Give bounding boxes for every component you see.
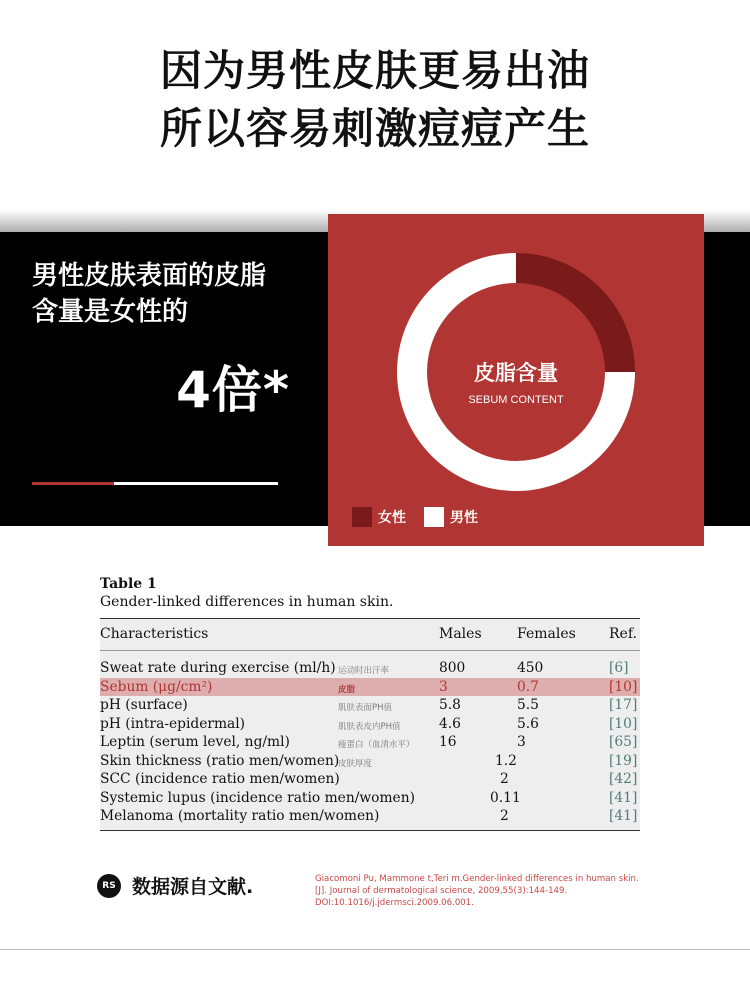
row-chinese-note: 肌肤表皮内PH值 bbox=[338, 721, 401, 732]
row-characteristic: Leptin (serum level, ng/ml) bbox=[100, 734, 290, 750]
row-characteristic: Skin thickness (ratio men/women) bbox=[100, 752, 340, 769]
row-males: 5.8 bbox=[439, 697, 461, 713]
row-characteristic: Melanoma (mortality ratio men/women) bbox=[100, 808, 380, 824]
sebum-donut-chart bbox=[396, 252, 636, 492]
citation-line-2: [J]. Journal of dermatological science, 2009,55(3):144-149. bbox=[315, 886, 568, 896]
table-row-highlighted bbox=[100, 678, 640, 697]
row-ratio: 0.11 bbox=[490, 789, 521, 806]
table-row bbox=[100, 659, 640, 678]
donut-segment-female bbox=[516, 253, 635, 372]
row-males: 16 bbox=[439, 734, 457, 750]
row-chinese-note: 肌肤表面PH值 bbox=[338, 703, 393, 713]
table-row bbox=[100, 770, 640, 789]
table-row bbox=[100, 807, 640, 826]
legend-swatch-female bbox=[352, 507, 372, 527]
row-ratio: 2 bbox=[500, 771, 509, 787]
header-females: Females bbox=[517, 626, 576, 642]
table-row bbox=[100, 789, 640, 808]
citation bbox=[315, 873, 655, 909]
headline-line-2: 所以容易刺激痘痘产生 bbox=[159, 104, 590, 153]
row-chinese-note: 瘦蛋白（血清水平） bbox=[338, 740, 415, 750]
row-females: 5.6 bbox=[517, 715, 539, 732]
citation-line-1: Giacomoni Pu, Mammone t,Teri m.Gender-linked differences in human skin. bbox=[315, 874, 639, 884]
row-females: 450 bbox=[517, 660, 544, 676]
header-males: Males bbox=[439, 626, 482, 642]
table-body bbox=[100, 651, 640, 831]
comparison-line-1: 男性皮肤表面的皮脂 bbox=[32, 261, 267, 291]
row-characteristic: Sweat rate during exercise (ml/h) bbox=[100, 660, 336, 676]
donut-legend bbox=[352, 506, 496, 528]
row-females: 5.5 bbox=[517, 697, 539, 713]
citation-line-3: DOI:10.1016/j.jdermsci.2009.06.001. bbox=[315, 898, 474, 908]
row-ratio: 1.2 bbox=[495, 752, 517, 769]
footer-divider bbox=[0, 949, 750, 950]
row-males: 3 bbox=[439, 678, 448, 695]
table-row bbox=[100, 752, 640, 771]
sebum-comparison-text bbox=[32, 258, 312, 330]
row-females: 0.7 bbox=[517, 678, 539, 695]
table-row bbox=[100, 696, 640, 715]
row-ratio: 2 bbox=[500, 808, 509, 824]
row-ref: [17] bbox=[609, 697, 638, 713]
progress-bar-red bbox=[32, 482, 114, 485]
row-characteristic: SCC (incidence ratio men/women) bbox=[100, 771, 340, 787]
row-characteristic: pH (intra-epidermal) bbox=[100, 715, 246, 732]
table-header bbox=[100, 619, 640, 651]
comparison-line-2: 含量是女性的 bbox=[32, 297, 189, 327]
sebum-donut-panel bbox=[328, 214, 704, 546]
row-ref: [41] bbox=[609, 808, 638, 824]
table-row bbox=[100, 715, 640, 734]
gender-differences-table bbox=[100, 576, 640, 831]
header-characteristics: Characteristics bbox=[100, 626, 209, 642]
table-title: Table 1 bbox=[100, 576, 157, 592]
progress-bar-white bbox=[114, 482, 278, 485]
header-ref: Ref. bbox=[609, 626, 637, 642]
row-ref: [65] bbox=[609, 734, 638, 750]
row-chinese-note: 皮脂 bbox=[338, 684, 356, 695]
legend-label-female: 女性 bbox=[378, 510, 406, 526]
row-ref: [41] bbox=[609, 789, 638, 806]
headline-line-1: 因为男性皮肤更易出油 bbox=[159, 46, 590, 95]
row-characteristic: Systemic lupus (incidence ratio men/women) bbox=[100, 789, 415, 806]
row-females: 3 bbox=[517, 734, 526, 750]
source-label: 数据源自文献. bbox=[132, 876, 254, 898]
table-caption: Gender-linked differences in human skin. bbox=[100, 594, 394, 610]
rs-logo-icon: RS bbox=[97, 874, 121, 898]
row-ref: [42] bbox=[609, 771, 638, 787]
row-characteristic: pH (surface) bbox=[100, 697, 188, 713]
table-row bbox=[100, 733, 640, 752]
donut-title-en: SEBUM CONTENT bbox=[468, 394, 564, 406]
ratio-value: 4倍* bbox=[176, 361, 290, 419]
row-males: 4.6 bbox=[439, 715, 461, 732]
row-males: 800 bbox=[439, 660, 466, 676]
row-characteristic: Sebum (μg/cm²) bbox=[100, 678, 213, 695]
row-chinese-note: 运动时出汗率 bbox=[338, 666, 390, 676]
row-ref: [19] bbox=[609, 752, 638, 769]
row-chinese-note: 皮肤厚度 bbox=[338, 758, 373, 769]
legend-swatch-male bbox=[424, 507, 444, 527]
row-ref: [10] bbox=[609, 715, 638, 732]
legend-label-male: 男性 bbox=[450, 510, 478, 526]
donut-title-cn: 皮脂含量 bbox=[474, 361, 558, 385]
row-ref: [6] bbox=[609, 660, 629, 676]
row-ref: [10] bbox=[609, 678, 638, 695]
